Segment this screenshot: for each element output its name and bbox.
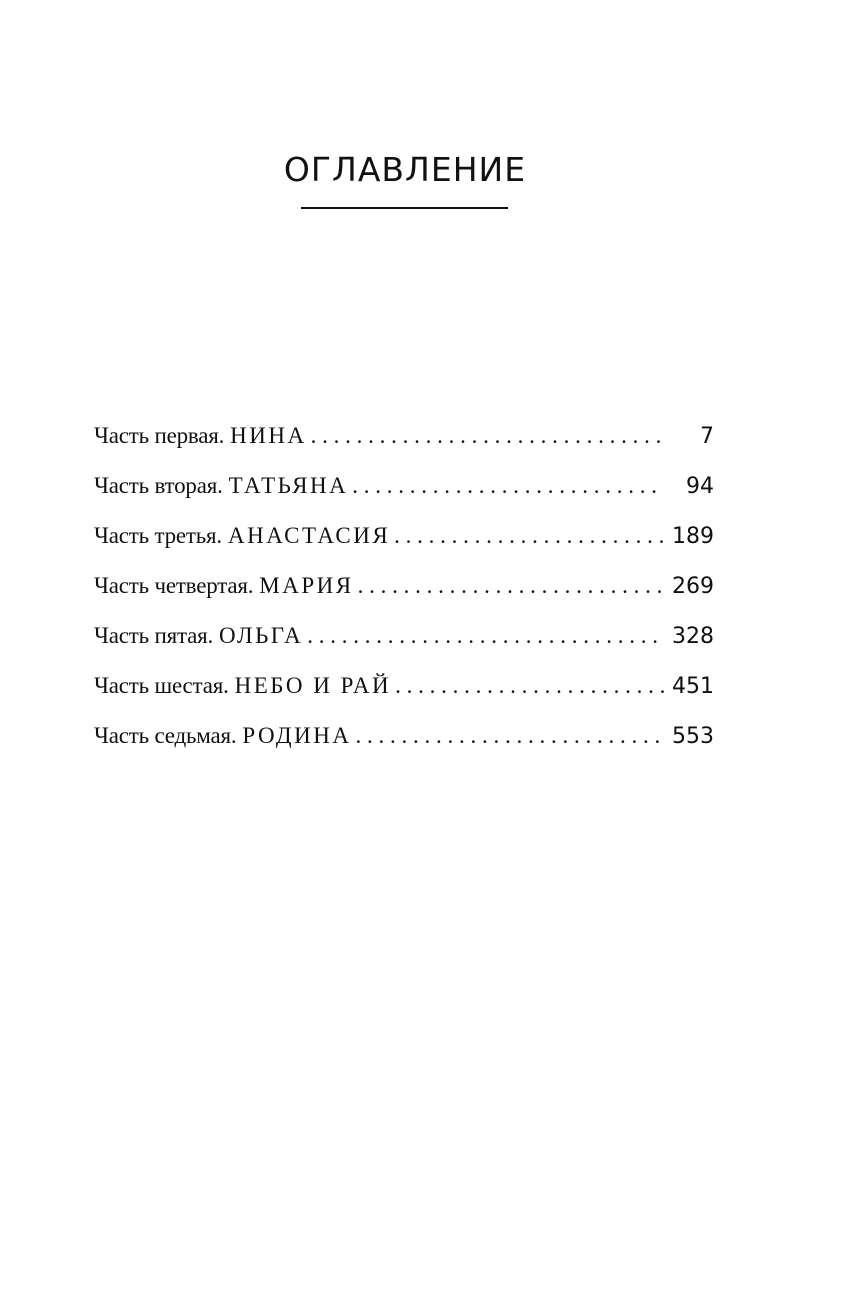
toc-entry-page-number: 94 (686, 474, 714, 499)
dot-leader (352, 473, 664, 499)
toc-entry-2[interactable] (94, 473, 714, 523)
toc-entry-page-number: 553 (672, 724, 714, 749)
table-of-contents (94, 423, 714, 773)
page-title: ОГЛАВЛЕНИЕ (283, 150, 527, 189)
toc-entry-title: НЕБО И РАЙ (234, 673, 392, 698)
toc-entry-6[interactable] (94, 673, 714, 723)
toc-entry-prefix: Часть седьмая. (94, 723, 237, 748)
toc-entry-page-number: 451 (672, 674, 714, 699)
toc-entry-title: РОДИНА (242, 723, 352, 748)
toc-entry-1[interactable] (94, 423, 714, 473)
toc-entry-page-number: 7 (700, 424, 714, 449)
dot-leader (395, 673, 664, 699)
dot-leader (394, 523, 664, 549)
toc-entry-7[interactable] (94, 723, 714, 773)
toc-entry-title: АНАСТАСИЯ (227, 523, 391, 548)
toc-entry-prefix: Часть третья. (94, 523, 222, 548)
toc-entry-title: ОЛЬГА (219, 623, 304, 648)
toc-entry-title: ТАТЬЯНА (228, 473, 349, 498)
title-underline (301, 207, 508, 209)
dot-leader (307, 623, 664, 649)
toc-entry-5[interactable] (94, 623, 714, 673)
dot-leader (355, 723, 664, 749)
toc-entry-3[interactable] (94, 523, 714, 573)
dot-leader (358, 573, 664, 599)
toc-entry-4[interactable] (94, 573, 714, 623)
toc-entry-page-number: 328 (672, 624, 714, 649)
toc-entry-prefix: Часть первая. (94, 423, 225, 448)
toc-entry-prefix: Часть шестая. (94, 673, 229, 698)
dot-leader (311, 423, 664, 449)
toc-entry-title: МАРИЯ (259, 573, 354, 598)
toc-entry-page-number: 189 (672, 524, 714, 549)
toc-entry-prefix: Часть пятая. (94, 623, 214, 648)
toc-entry-prefix: Часть четвертая. (94, 573, 254, 598)
toc-entry-title: НИНА (230, 423, 307, 448)
toc-entry-page-number: 269 (672, 574, 714, 599)
toc-entry-prefix: Часть вторая. (94, 473, 223, 498)
